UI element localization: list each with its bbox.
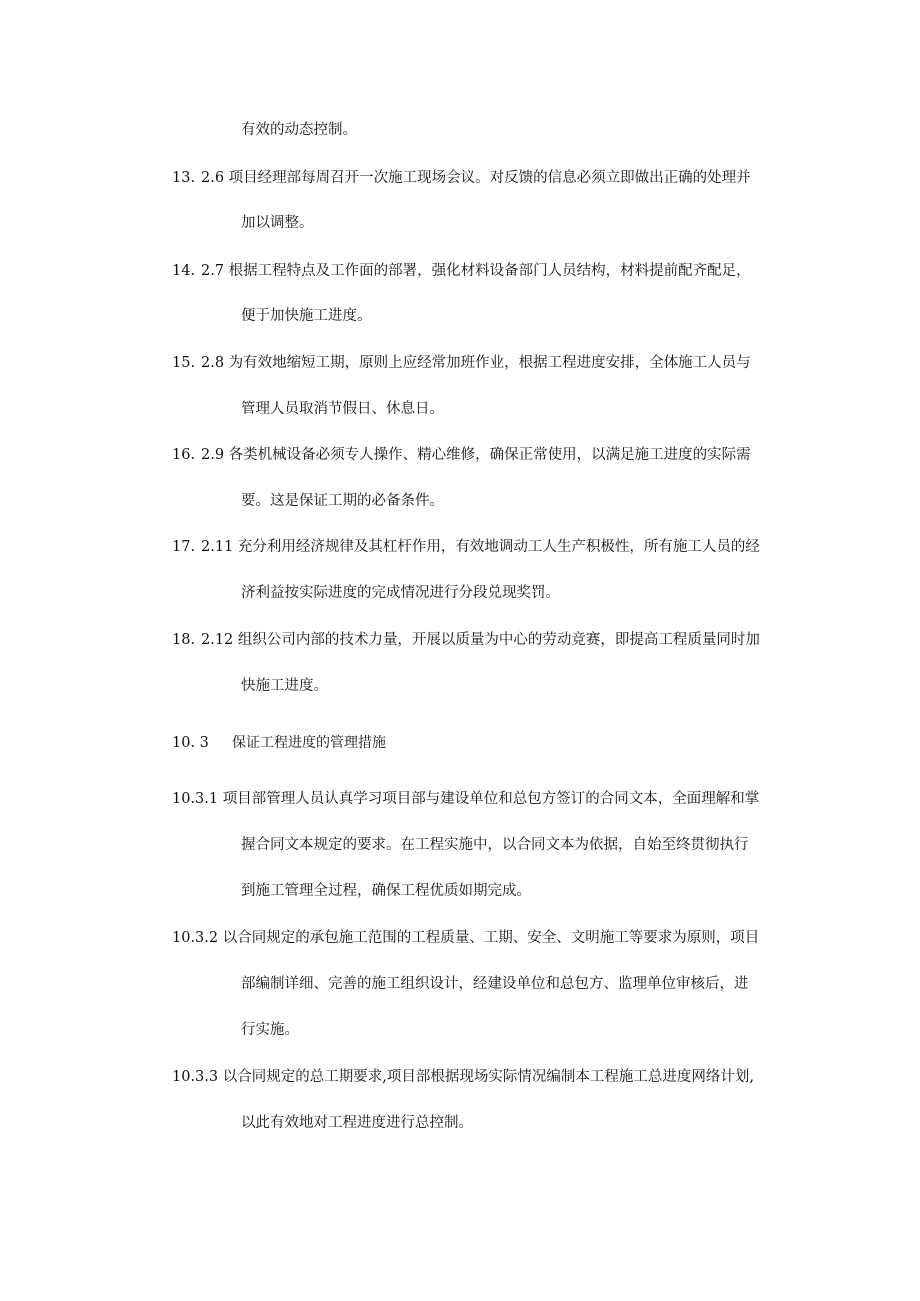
clause-continuation: 行实施。 <box>241 1022 299 1038</box>
clause-continuation: 以此有效地对工程进度进行总控制。 <box>241 1115 473 1131</box>
list-item-number: 17. <box>172 539 196 555</box>
clause-text: 10.3.2 以合同规定的承包施工范围的工程质量、工期、安全、文明施工等要求为原则，项目 <box>172 930 760 946</box>
list-item-number: 13. <box>172 170 196 186</box>
section-title: 保证工程进度的管理措施 <box>232 735 386 751</box>
list-item-continuation: 管理人员取消节假日、休息日。 <box>241 401 444 417</box>
clause-continuation: 部编制详细、完善的施工组织设计，经建设单位和总包方、监理单位审核后，进 <box>241 976 749 992</box>
clause-text: 10.3.1 项目部管理人员认真学习项目部与建设单位和总包方签订的合同文本，全面理解和掌 <box>172 791 760 807</box>
list-item-continuation: 济利益按实际进度的完成情况进行分段兑现奖罚。 <box>241 585 560 601</box>
list-item-text: 2.12 组织公司内部的技术力量，开展以质量为中心的劳动竞赛，即提高工程质量同时加 <box>201 632 760 648</box>
list-item-text: 2.6 项目经理部每周召开一次施工现场会议。对反馈的信息必须立即做出正确的处理并 <box>201 170 751 186</box>
list-item-number: 14. <box>172 263 196 279</box>
list-item-number: 15. <box>172 355 196 371</box>
list-item-continuation: 加以调整。 <box>241 215 314 231</box>
list-item-text: 2.11 充分利用经济规律及其杠杆作用，有效地调动工人生产积极性，所有施工人员的经 <box>201 539 760 555</box>
list-item-continuation: 快施工进度。 <box>241 678 328 694</box>
clause-continuation: 到施工管理全过程，确保工程优质如期完成。 <box>241 883 531 899</box>
section-number: 10. 3 <box>172 735 209 751</box>
clause-continuation: 握合同文本规定的要求。在工程实施中，以合同文本为依据，自始至终贯彻执行 <box>241 837 749 853</box>
clause-text: 10.3.3 以合同规定的总工期要求,项目部根据现场实际情况编制本工程施工总进度网络计划, <box>172 1069 754 1085</box>
list-item-text: 2.8 为有效地缩短工期，原则上应经常加班作业，根据工程进度安排，全体施工人员与 <box>201 355 751 371</box>
list-item-continuation: 要。这是保证工期的必备条件。 <box>241 493 444 509</box>
list-item-number: 18. <box>172 632 196 648</box>
list-item-continuation: 便于加快施工进度。 <box>241 308 372 324</box>
lead-continuation: 有效的动态控制。 <box>241 122 357 138</box>
list-item-number: 16. <box>172 447 196 463</box>
list-item-text: 2.9 各类机械设备必须专人操作、精心维修，确保正常使用，以满足施工进度的实际需 <box>201 447 751 463</box>
list-item-text: 2.7 根据工程特点及工作面的部署，强化材料设备部门人员结构，材料提前配齐配足， <box>201 263 751 279</box>
